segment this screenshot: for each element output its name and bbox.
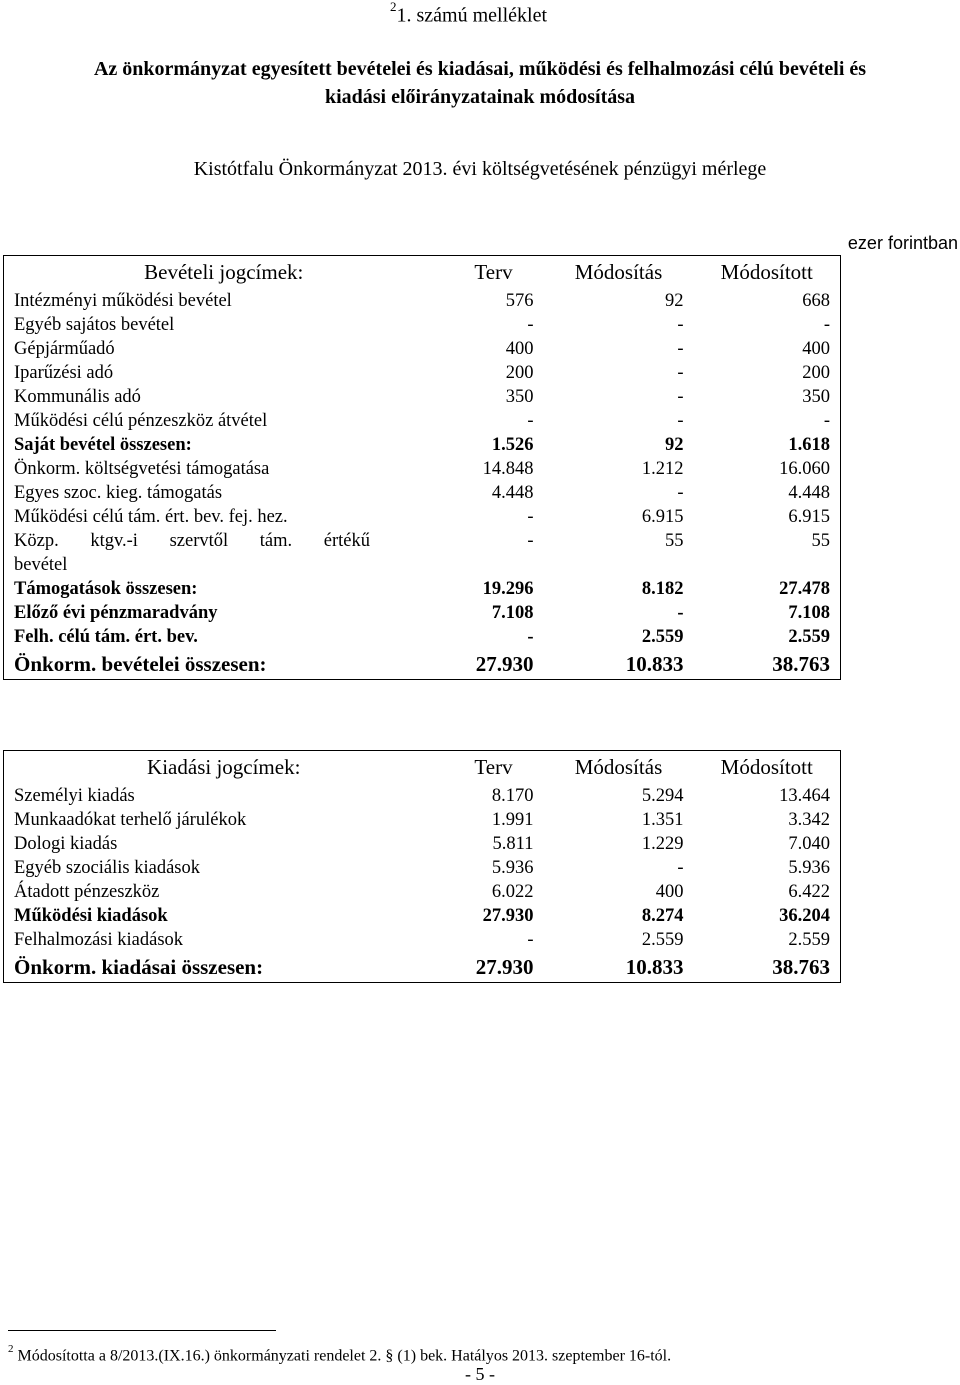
row-plan: - bbox=[527, 531, 534, 551]
row-plan: 6.022 bbox=[491, 882, 534, 902]
row-label bbox=[4, 529, 444, 577]
row-change: 1.229 bbox=[641, 834, 684, 854]
row-label: Támogatások összesen: bbox=[14, 579, 198, 599]
row-change: - bbox=[677, 483, 684, 503]
row-plan: 4.448 bbox=[491, 483, 534, 503]
document-subtitle: Kistótfalu Önkormányzat 2013. évi költségvetésének pénzügyi mérlege bbox=[193, 158, 767, 180]
row-label: Önkorm. bevételei összesen: bbox=[14, 652, 267, 676]
expense-table bbox=[3, 750, 841, 983]
subtotal-row bbox=[4, 601, 841, 625]
table-row bbox=[4, 385, 841, 409]
page-number: - 5 - bbox=[465, 1364, 495, 1384]
table-row bbox=[4, 409, 841, 433]
row-plan: - bbox=[527, 627, 534, 647]
table-row bbox=[4, 880, 841, 904]
total-row bbox=[4, 649, 841, 680]
row-modified: 2.559 bbox=[788, 930, 830, 950]
subtotal-row bbox=[4, 577, 841, 601]
row-modified: 7.040 bbox=[788, 834, 830, 854]
row-change: 2.559 bbox=[641, 627, 684, 647]
row-modified: 668 bbox=[802, 291, 830, 311]
row-change: 2.559 bbox=[641, 930, 684, 950]
subtotal-row bbox=[4, 625, 841, 649]
table-row bbox=[4, 457, 841, 481]
footnote-number: 2 bbox=[8, 1343, 14, 1355]
row-change: 8.182 bbox=[641, 579, 684, 599]
row-plan: 7.108 bbox=[491, 603, 534, 623]
row-label: Kommunális adó bbox=[14, 387, 141, 407]
row-change: 92 bbox=[665, 435, 684, 455]
row-label: Felhalmozási kiadások bbox=[14, 930, 184, 950]
row-label: Gépjárműadó bbox=[14, 339, 115, 359]
row-modified: 350 bbox=[802, 387, 830, 407]
row-modified: 27.478 bbox=[779, 579, 830, 599]
row-change: 55 bbox=[665, 531, 684, 551]
row-label: Működési kiadások bbox=[14, 906, 168, 926]
row-change: - bbox=[677, 858, 684, 878]
income-header-label: Bevételi jogcímek: bbox=[144, 260, 304, 284]
row-label: Önkorm. költségvetési támogatása bbox=[14, 459, 270, 479]
row-label: Önkorm. kiadásai összesen: bbox=[14, 955, 264, 979]
row-label: Dologi kiadás bbox=[14, 834, 118, 854]
total-row bbox=[4, 952, 841, 983]
row-modified: 38.763 bbox=[772, 955, 830, 979]
row-label-line2: bevétel bbox=[14, 555, 68, 575]
row-change: 1.351 bbox=[641, 810, 684, 830]
row-plan: 27.930 bbox=[475, 955, 534, 979]
table-row bbox=[4, 361, 841, 385]
row-plan: 1.991 bbox=[491, 810, 534, 830]
expense-header-row bbox=[4, 751, 841, 785]
row-label: Egyéb szociális kiadások bbox=[14, 858, 200, 878]
footnote-text: Módosította a 8/2013.(IX.16.) önkormányzati rendelet 2. § (1) bek. Hatályos 2013. szeptember 16-tól. bbox=[17, 1347, 672, 1365]
row-label: Munkaadókat terhelő járulékok bbox=[14, 810, 247, 830]
row-label: Személyi kiadás bbox=[14, 786, 135, 806]
footnote-divider bbox=[8, 1330, 276, 1331]
footnote-ref: 2 bbox=[390, 0, 397, 14]
row-modified: 38.763 bbox=[772, 652, 830, 676]
table-row bbox=[4, 832, 841, 856]
row-plan: 27.930 bbox=[475, 652, 534, 676]
row-label: Átadott pénzeszköz bbox=[14, 882, 160, 902]
row-modified: 5.936 bbox=[788, 858, 830, 878]
row-modified: - bbox=[823, 315, 830, 335]
row-plan: 400 bbox=[505, 339, 534, 359]
row-label: Előző évi pénzmaradvány bbox=[14, 603, 218, 623]
expense-header-modified: Módosított bbox=[720, 755, 813, 779]
row-modified: 13.464 bbox=[779, 786, 830, 806]
row-change: 400 bbox=[655, 882, 684, 902]
row-modified: 200 bbox=[802, 363, 830, 383]
row-plan: 14.848 bbox=[482, 459, 534, 479]
row-modified: 3.342 bbox=[788, 810, 830, 830]
row-change: - bbox=[677, 363, 684, 383]
row-modified: 4.448 bbox=[788, 483, 830, 503]
expense-header-change: Módosítás bbox=[574, 755, 663, 779]
row-label: Iparűzési adó bbox=[14, 363, 114, 383]
row-change: - bbox=[677, 387, 684, 407]
row-change: 10.833 bbox=[625, 652, 684, 676]
row-change: - bbox=[677, 339, 684, 359]
row-change: 6.915 bbox=[641, 507, 684, 527]
row-modified: 2.559 bbox=[788, 627, 830, 647]
row-modified: 7.108 bbox=[788, 603, 830, 623]
table-row bbox=[4, 289, 841, 313]
income-header-change: Módosítás bbox=[574, 260, 663, 284]
table-row bbox=[4, 529, 841, 577]
row-plan: 200 bbox=[505, 363, 534, 383]
table-row bbox=[4, 481, 841, 505]
row-modified: 16.060 bbox=[779, 459, 830, 479]
subtotal-row bbox=[4, 904, 841, 928]
row-plan: 19.296 bbox=[482, 579, 534, 599]
row-modified: 6.422 bbox=[788, 882, 830, 902]
row-change: - bbox=[677, 315, 684, 335]
row-plan: - bbox=[527, 411, 534, 431]
income-header-modified: Módosított bbox=[720, 260, 813, 284]
table-row bbox=[4, 505, 841, 529]
expense-header-label: Kiadási jogcímek: bbox=[147, 755, 301, 779]
unit-label: ezer forintban bbox=[847, 233, 958, 253]
income-header-row bbox=[4, 256, 841, 290]
income-header-plan: Terv bbox=[474, 260, 513, 284]
subtotal-row bbox=[4, 433, 841, 457]
row-plan: 5.811 bbox=[492, 834, 534, 854]
table-row bbox=[4, 337, 841, 361]
row-plan: 8.170 bbox=[491, 786, 534, 806]
row-modified: - bbox=[823, 411, 830, 431]
row-modified: 400 bbox=[802, 339, 830, 359]
row-modified: 6.915 bbox=[788, 507, 830, 527]
row-change: - bbox=[677, 411, 684, 431]
row-plan: 5.936 bbox=[491, 858, 534, 878]
annex-label: 1. számú melléklet bbox=[396, 4, 548, 27]
row-plan: - bbox=[527, 930, 534, 950]
document-title-line2: kiadási előirányzatainak módosítása bbox=[324, 86, 636, 108]
row-label-line1: Közp. ktgv.-i szervtől tám. értékű bbox=[14, 531, 370, 551]
row-label: Felh. célú tám. ért. bev. bbox=[14, 627, 198, 647]
row-label: Intézményi működési bevétel bbox=[14, 291, 232, 311]
row-plan: - bbox=[527, 507, 534, 527]
annex-header bbox=[390, 2, 547, 28]
row-modified: 1.618 bbox=[788, 435, 830, 455]
document-title-line1: Az önkormányzat egyesített bevételei és kiadásai, működési és felhalmozási célú bevételi és bbox=[93, 58, 867, 80]
table-row bbox=[4, 928, 841, 952]
table-row bbox=[4, 784, 841, 808]
row-label: Működési célú pénzeszköz átvétel bbox=[14, 411, 268, 431]
row-change: - bbox=[677, 603, 684, 623]
row-modified: 55 bbox=[811, 531, 830, 551]
row-change: 1.212 bbox=[641, 459, 684, 479]
row-plan: 350 bbox=[505, 387, 534, 407]
row-change: 5.294 bbox=[641, 786, 684, 806]
footnote bbox=[8, 1345, 671, 1365]
row-plan: - bbox=[527, 315, 534, 335]
row-label: Működési célú tám. ért. bev. fej. hez. bbox=[14, 507, 288, 527]
row-plan: 27.930 bbox=[482, 906, 534, 926]
table-row bbox=[4, 313, 841, 337]
expense-header-plan: Terv bbox=[474, 755, 513, 779]
row-label: Egyes szoc. kieg. támogatás bbox=[14, 483, 223, 503]
row-change: 10.833 bbox=[625, 955, 684, 979]
table-row bbox=[4, 856, 841, 880]
row-plan: 576 bbox=[505, 291, 534, 311]
row-modified: 36.204 bbox=[779, 906, 830, 926]
row-label: Egyéb sajátos bevétel bbox=[14, 315, 175, 335]
table-row bbox=[4, 808, 841, 832]
row-change: 92 bbox=[665, 291, 684, 311]
income-table bbox=[3, 255, 841, 680]
row-plan: 1.526 bbox=[491, 435, 534, 455]
row-change: 8.274 bbox=[641, 906, 684, 926]
row-label: Saját bevétel összesen: bbox=[14, 435, 192, 455]
